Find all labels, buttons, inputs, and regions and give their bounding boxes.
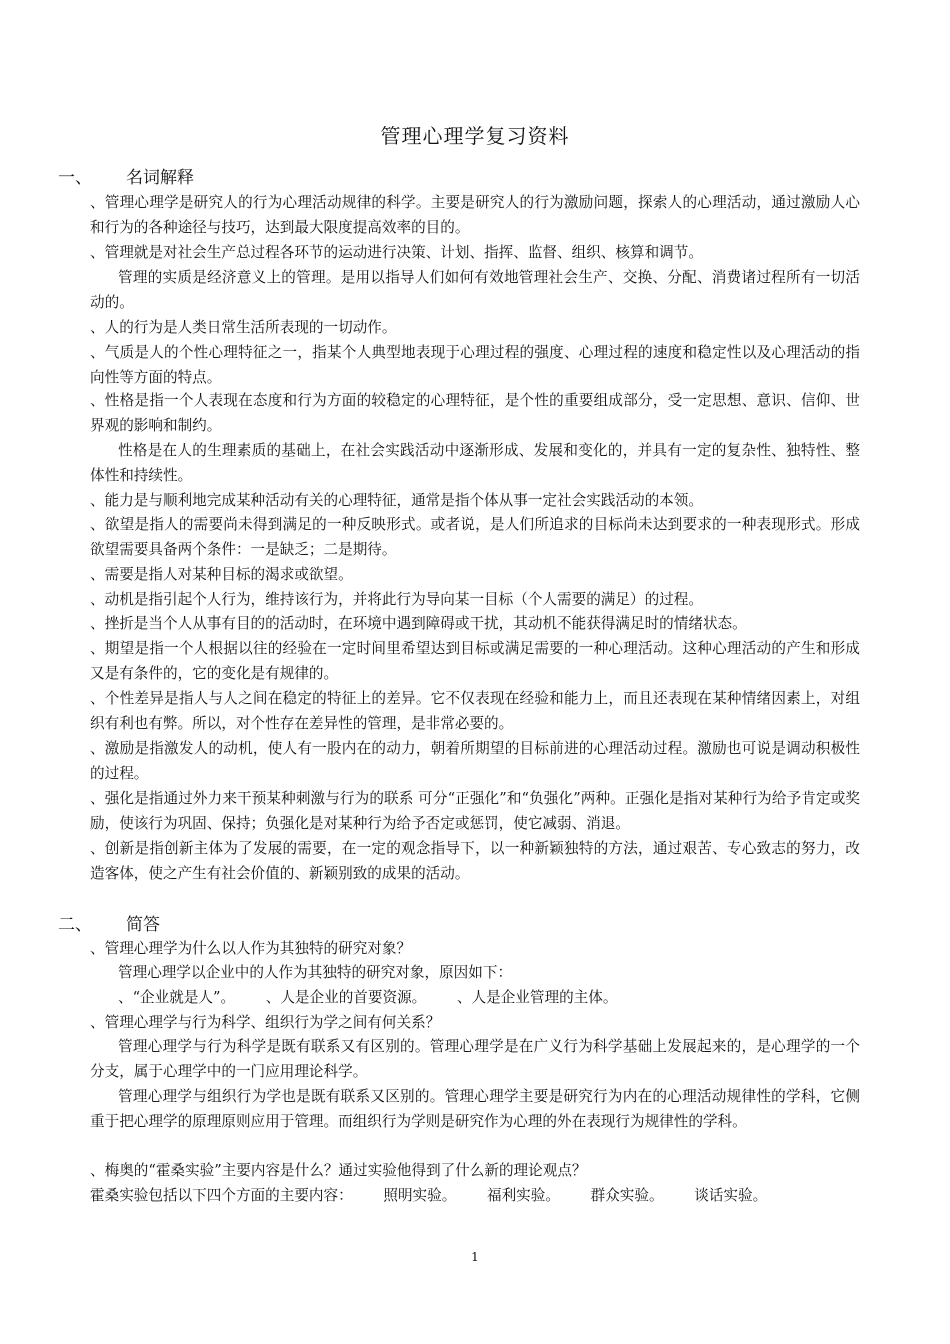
paragraph: 、个性差异是指人与人之间在稳定的特征上的差异。它不仅表现在经验和能力上，而且还表现在某种情绪因素上，对组织有利也有弊。所以，对个性存在差异性的管理，是非常必要的。 — [90, 690, 860, 732]
answer: 管理心理学以企业中的人作为其独特的研究对象，原因如下： — [118, 964, 513, 981]
paragraph: 、期望是指一个人根据以往的经验在一定时间里希望达到目标或满足需要的一种心理活动。这种心理活动的产生和形成又是有条件的，它的变化是有规律的。 — [90, 640, 860, 682]
list-item: 谈话实验。 — [694, 1187, 768, 1204]
document-title: 管理心理学复习资料 — [380, 124, 570, 148]
list-item: 照明实验。 — [383, 1187, 457, 1204]
section-heading-1 — [58, 163, 194, 188]
paragraph: 管理的实质是经济意义上的管理。是用以指导人们如何有效地管理社会生产、交换、分配、消费诸过程所有一切活动的。 — [90, 269, 860, 311]
question: 、管理心理学为什么以人作为其独特的研究对象？ — [90, 940, 412, 957]
list-item: 、人是企业的首要资源。 — [265, 989, 427, 1006]
list-item: 、人是企业管理的主体。 — [456, 989, 618, 1006]
paragraph: 、动机是指引起个人行为，维持该行为，并将此行为导向某一目标（个人需要的满足）的过程。 — [90, 591, 703, 608]
paragraph: 、气质是人的个性心理特征之一，指某个人典型地表现于心理过程的强度、心理过程的速度和稳定性以及心理活动的指向性等方面的特点。 — [90, 344, 860, 386]
paragraph: 、挫折是当个人从事有目的的活动时，在环境中遇到障碍或干扰，其动机不能获得满足时的情绪状态。 — [90, 615, 747, 632]
paragraph: 、管理就是对社会生产总过程各环节的运动进行决策、计划、指挥、监督、组织、核算和调节。 — [90, 244, 703, 261]
paragraph: 、欲望是指人的需要尚未得到满足的一种反映形式。或者说，是人们所追求的目标尚未达到要求的一种表现形式。形成欲望需要具备两个条件：一是缺乏；二是期待。 — [90, 516, 860, 558]
question: 、管理心理学与行为科学、组织行为学之间有何关系？ — [90, 1014, 441, 1031]
answer-items — [90, 1183, 860, 1208]
list-item: 群众实验。 — [590, 1187, 664, 1204]
answer: 管理心理学与行为科学是既有联系又有区别的。管理心理学是在广义行为科学基础上发展起来的，是心理学的一个分支，属于心理学中的一门应用理论科学。 — [90, 1038, 860, 1080]
list-item: 、“企业就是人”。 — [118, 989, 236, 1006]
answer-items — [118, 985, 858, 1010]
answer: 管理心理学与组织行为学也是既有联系又区别的。管理心理学主要是研究行为内在的心理活动规律性的学科，它侧重于把心理学的原理原则应用于管理。而组织行为学则是研究作为心理的外在表现行为规律性的学科。 — [90, 1088, 860, 1130]
paragraph: 、激励是指激发人的动机，使人有一股内在的动力，朝着所期望的目标前进的心理活动过程。激励也可说是调动积极性的过程。 — [90, 740, 860, 782]
section-number: 二、 — [58, 915, 92, 935]
section-label: 名词解释 — [126, 168, 194, 188]
page-number: 1 — [471, 1250, 479, 1264]
answer-lead: 霍桑实验包括以下四个方面的主要内容： — [90, 1187, 353, 1204]
paragraph: 性格是在人的生理素质的基础上，在社会实践活动中逐渐形成、发展和变化的，并具有一定的复杂性、独特性、整体性和持续性。 — [90, 442, 860, 484]
question: 、梅奥的“霍桑实验”主要内容是什么？通过实验他得到了什么新的理论观点？ — [90, 1162, 587, 1179]
paragraph: 、需要是指人对某种目标的渴求或欲望。 — [90, 566, 353, 583]
paragraph: 、管理心理学是研究人的行为心理活动规律的科学。主要是研究人的行为激励问题，探索人的心理活动，通过激励人心和行为的各种途径与技巧，达到最大限度提高效率的目的。 — [90, 194, 860, 236]
paragraph: 、能力是与顺利地完成某种活动有关的心理特征，通常是指个体从事一定社会实践活动的本领。 — [90, 492, 703, 509]
paragraph: 、强化是指通过外力来干预某种刺激与行为的联系 可分“正强化”和“负强化”两种。正强化是指对某种行为给予肯定或奖励，使该行为巩固、保持；负强化是对某种行为给予否定或惩罚，使它减弱、消退。 — [90, 790, 860, 832]
paragraph: 、性格是指一个人表现在态度和行为方面的较稳定的心理特征，是个性的重要组成部分，受一定思想、意识、信仰、世界观的影响和制约。 — [90, 392, 860, 434]
section-number: 一、 — [58, 168, 92, 188]
list-item: 福利实验。 — [486, 1187, 560, 1204]
section-heading-2 — [58, 910, 160, 935]
paragraph: 、人的行为是人类日常生活所表现的一切动作。 — [90, 319, 397, 336]
section-label: 简答 — [126, 915, 160, 935]
paragraph: 、创新是指创新主体为了发展的需要，在一定的观念指导下，以一种新颖独特的方法，通过艰苦、专心致志的努力，改造客体，使之产生有社会价值的、新颖别致的成果的活动。 — [90, 840, 860, 882]
